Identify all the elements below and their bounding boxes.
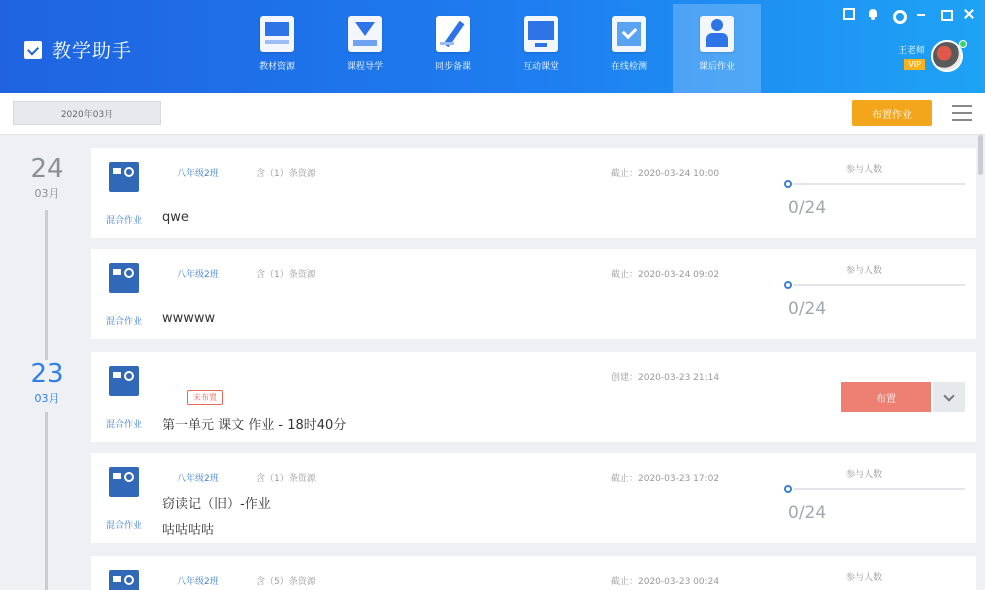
main-nav — [233, 4, 761, 93]
homework-title: wwwww — [162, 311, 216, 326]
progress-bar — [793, 284, 965, 286]
nav-label: 互动课堂 — [522, 62, 559, 72]
homework-card[interactable] — [91, 148, 976, 238]
app-title: 教学助手 — [52, 40, 133, 62]
scrollbar[interactable] — [978, 135, 983, 175]
textbook-icon — [260, 16, 294, 52]
nav-label: 同步备课 — [434, 62, 471, 72]
day-number: 24 — [30, 154, 64, 184]
close-icon[interactable] — [963, 8, 975, 20]
homework-type: 混合作业 — [106, 216, 143, 226]
day-marker — [18, 155, 76, 207]
progress-handle-icon — [784, 485, 792, 493]
qrcode-icon[interactable] — [843, 8, 855, 20]
nav-label: 课后作业 — [698, 62, 735, 72]
monitor-icon — [524, 16, 558, 52]
month-filter[interactable]: 2020年03月 — [13, 101, 161, 125]
document-icon — [109, 570, 139, 590]
maximize-icon[interactable] — [939, 8, 951, 20]
assign-homework-button[interactable]: 布置作业 — [852, 100, 932, 126]
nav-label: 在线检测 — [610, 62, 647, 72]
user-profile[interactable] — [898, 40, 963, 72]
app-logo-icon — [24, 41, 42, 59]
day-month: 03月 — [34, 392, 60, 405]
homework-title: 窃读记（旧）-作业 — [162, 497, 271, 512]
document-icon — [109, 263, 139, 293]
class-name: 八年级2班 — [177, 270, 219, 280]
homework-card[interactable] — [91, 453, 976, 543]
class-name: 八年级2班 — [177, 169, 219, 179]
progress-handle-icon — [784, 281, 792, 289]
homework-title: qwe — [162, 210, 189, 225]
nav-item-course-guide[interactable] — [321, 4, 409, 93]
document-icon — [109, 467, 139, 497]
homework-card[interactable] — [91, 556, 976, 590]
day-marker — [18, 360, 76, 412]
check-icon — [612, 16, 646, 52]
app-header — [0, 0, 985, 93]
participants-label: 参与人数 — [846, 470, 883, 480]
nav-item-interactive-class[interactable] — [497, 4, 585, 93]
deadline: 截止：2020-03-24 09:02 — [611, 270, 720, 280]
nav-item-lesson-prep[interactable] — [409, 4, 497, 93]
app-brand — [24, 36, 132, 63]
user-name: 王老师 — [897, 45, 925, 56]
nav-item-textbook-resources[interactable] — [233, 4, 321, 93]
document-icon — [109, 162, 139, 192]
participants-label: 参与人数 — [846, 165, 883, 175]
homework-card-draft[interactable] — [91, 352, 976, 442]
chevron-down-icon[interactable] — [933, 382, 965, 412]
participants-label: 参与人数 — [846, 266, 883, 276]
guide-icon — [348, 16, 382, 52]
nav-label: 教材资源 — [258, 62, 295, 72]
teacher-icon — [700, 16, 734, 52]
publish-button[interactable]: 布置 — [841, 382, 931, 412]
day-month: 03月 — [34, 187, 60, 200]
deadline: 截止：2020-03-24 10:00 — [611, 169, 720, 179]
resource-count: 含（1）条资源 — [256, 474, 316, 484]
homework-subtitle: 咕咕咕咕 — [162, 523, 215, 538]
toolbar — [0, 93, 985, 135]
draft-badge: 未布置 — [187, 390, 223, 405]
created-time: 创建：2020-03-23 21:14 — [611, 373, 720, 383]
participants-label: 参与人数 — [846, 573, 883, 583]
online-status-icon — [959, 40, 967, 48]
participant-count: 0/24 — [788, 503, 827, 523]
homework-type: 混合作业 — [106, 521, 143, 531]
gear-icon[interactable] — [891, 8, 903, 20]
progress-bar — [793, 183, 965, 185]
deadline: 截止：2020-03-23 00:24 — [611, 577, 720, 587]
progress-handle-icon — [784, 180, 792, 188]
nav-item-homework[interactable] — [673, 4, 761, 93]
participant-count: 0/24 — [788, 198, 827, 218]
bell-icon[interactable] — [867, 8, 879, 20]
nav-item-online-test[interactable] — [585, 4, 673, 93]
resource-count: 含（1）条资源 — [256, 169, 316, 179]
user-meta — [898, 43, 925, 70]
progress-bar — [793, 488, 965, 490]
homework-title: 第一单元 课文 作业 - 18时40分 — [162, 418, 347, 433]
homework-card[interactable] — [91, 249, 976, 339]
menu-icon[interactable] — [952, 105, 972, 121]
nav-label: 课程导学 — [346, 62, 383, 72]
deadline: 截止：2020-03-23 17:02 — [611, 474, 720, 484]
minimize-icon[interactable] — [915, 8, 927, 20]
class-name: 八年级2班 — [177, 474, 219, 484]
resource-count: 含（5）条资源 — [256, 577, 316, 587]
class-name: 八年级2班 — [177, 577, 219, 587]
participant-count: 0/24 — [788, 299, 827, 319]
pencil-icon — [436, 16, 470, 52]
document-icon — [109, 366, 139, 396]
avatar[interactable] — [931, 40, 963, 72]
resource-count: 含（1）条资源 — [256, 270, 316, 280]
day-number: 23 — [30, 359, 64, 389]
homework-type: 混合作业 — [106, 420, 143, 430]
homework-type: 混合作业 — [106, 317, 143, 327]
user-badge: VIP — [904, 59, 925, 70]
window-controls — [843, 8, 975, 20]
